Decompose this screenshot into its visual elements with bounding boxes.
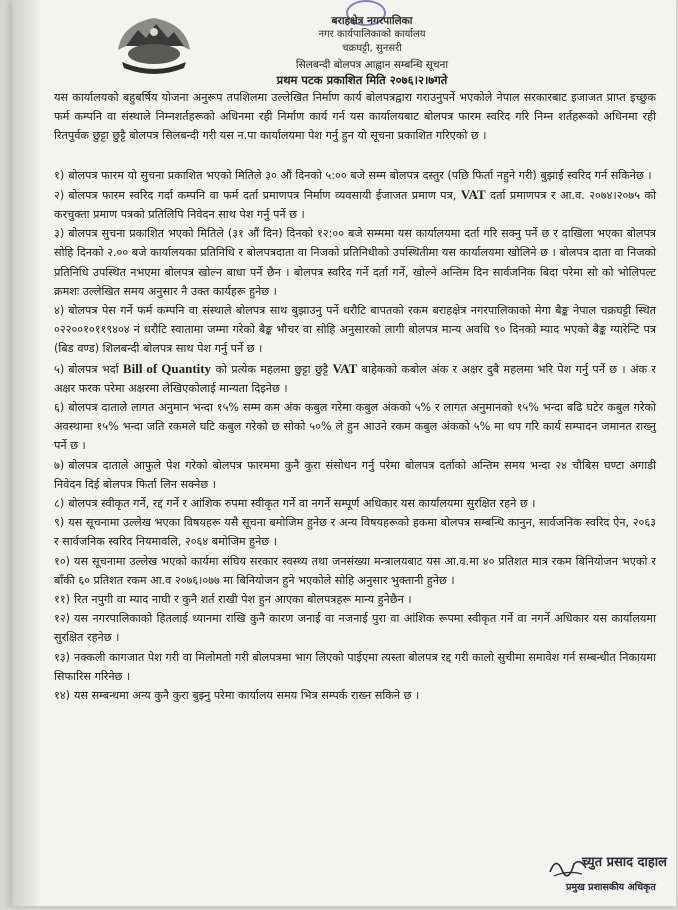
- signatory-title: प्रमुख प्रशासकीय अधिकृत: [566, 882, 656, 893]
- signatory-name: च्युत प्रसाद दाहाल: [582, 855, 667, 870]
- clause-text: बोलपत्र दाताले आफुले पेश गरेको बोलपत्र फारममा कुनै कुरा संसोधन गर्नु परेमा बोलपत्र दर्ताको अन्तिम समय भन्दा २४ चौबिस घण्टा अगाडी निवेदन दिई बोलपत्र फिर्ता लिन सक्नेछ ।: [54, 458, 656, 491]
- clause-14: [54, 686, 656, 705]
- clause-text: नक्कली कागजात पेश गरी वा मिलोमतो गरी बोलपत्रमा भाग लिएको पाईएमा त्यस्ता बोलपत्र रद्द गरी कालो सुचीमा समावेश गर्न सम्बन्धीत निकायमा सिफारिस गरिनेछ ।: [54, 650, 656, 683]
- clause-number: ४): [54, 304, 65, 318]
- notice-type: सिलबन्दी बोलपत्र आह्वान सम्बन्धि सूचना: [295, 59, 449, 71]
- clause-text: को प्रत्येक महलमा छुट्टा छुट्टै: [211, 362, 333, 376]
- clause-6: [54, 398, 656, 456]
- clause-13: [54, 648, 656, 686]
- clause-number: १): [54, 168, 65, 182]
- clause-number: २): [54, 188, 65, 202]
- office-name: बराहक्षेत्र नगरपालिका: [331, 15, 413, 27]
- boq-term: Bill of Quantity: [122, 360, 212, 376]
- clause-number: १४): [54, 689, 70, 703]
- clause-4: [54, 301, 656, 359]
- clause-number: ८): [54, 497, 65, 511]
- notice-body: [54, 88, 656, 705]
- clause-text: बोलपत्र दाताले लागत अनुमान भन्दा १५% सम्म कम अंक कबुल गरेमा कबुल अंकको ५% र लागत अनुमानको १५% भन्दा बढि घटेर कबुल गरेको अवस्थामा १५% भन्दा जति रकमले घटि कबुल गरेको छ सोको ५०% ले हुन आउने रकम कबुल अंकको ५% मा थप गरि कार्य सम्पादन जमानत राख्नु पर्ने छ ।: [54, 401, 656, 453]
- clause-number: ११): [54, 593, 70, 607]
- clause-text: यस सम्बन्धमा अन्य कुनै कुरा बुझ्नु परेमा कार्यालय समय भित्र सम्पर्क राख्न सकिने छ ।: [74, 689, 420, 703]
- vat-term: VAT: [460, 186, 486, 202]
- office-line-1: नगर कार्यपालिकाको कार्यालय: [318, 29, 426, 40]
- clause-12: [54, 609, 656, 647]
- clause-text: यस नगरपालिकाको हितलाई ध्यानमा राखि कुनै कारण जनाई वा नजनाई पुरा वा आंशिक रूपमा स्वीकृत गर्ने वा नगर्ने अधिकार यस कार्यालयमा सुरक्षित रहनेछ ।: [54, 612, 656, 645]
- clause-text: बोलपत्र भर्दा: [68, 362, 123, 376]
- clause-7: [54, 456, 656, 494]
- clause-number: ३): [54, 227, 65, 241]
- clause-text: बोलपत्र फारम स्वरिद गर्दा कम्पनि वा फर्म दर्ता प्रमाणपत्र निर्माण व्यवसायी ईजाजत प्रमाण पत्र,: [68, 188, 461, 202]
- intro-paragraph: यस कार्यालयको बहुबर्षिय योजना अनुरूप तपशिलमा उल्लेखित निर्माण कार्य बोलपत्रद्वारा गराउनुपर्ने भएकोले नेपाल सरकारबाट इजाजत प्राप्त इच्छुक फर्म कम्पनि वा संस्थाले निम्नशर्तहरूको अधिनमा रही निर्माण कार्य गर्न यस कार्यालयबाट बोलपत्र फारम स्वरिद गरि निम्न शर्तहरूको अधिनमा रही रितपुर्वक छुट्टा छुट्टै बोलपत्र सिलबन्दी गरी यस न.पा कार्यालयमा पेश गर्नु हुन यो सूचना प्रकाशित गरिएको छ ।: [54, 91, 656, 143]
- clause-5: [54, 359, 656, 398]
- office-address: चक्रघट्टी, सुनसरी: [342, 43, 402, 54]
- clause-text: यस सूचनामा उल्लेख भएका विषयहरू यसै सूचना बमोजिम हुनेछ र अन्य विषयहरूको हकमा बोलपत्र सम्बन्धि कानुन, सार्वजनिक स्वरिद ऐन, २०६३ र सार्वजनिक स्वरिद नियमावलि, २०६४ बमोजिम हुनेछ ।: [54, 516, 656, 549]
- clause-number: ७): [54, 458, 65, 472]
- clause-number: १२): [54, 612, 70, 626]
- page-shadow: [12, 0, 42, 906]
- clause-9: [54, 513, 656, 551]
- clause-text: बोलपत्र स्वीकृत गर्ने, रद्द गर्ने र आंशिक रुपमा स्वीकृत गर्ने वा नगर्ने सम्पूर्ण अधिकार यस कार्यालयमा सुरक्षित रहने छ ।: [68, 497, 536, 511]
- clause-text: रित नपुगी वा म्याद नाघी र कुनै शर्त राखी पेश हुन आएका बोलपत्रहरू मान्य हुनेछैन ।: [74, 593, 412, 607]
- clause-number: १०): [54, 554, 70, 568]
- clause-3: [54, 224, 656, 301]
- clause-number: ५): [54, 362, 65, 376]
- publish-date: प्रथम पटक प्रकाशित मिति २०७६।२।७गते: [276, 73, 448, 87]
- clause-1: [54, 166, 656, 185]
- clause-text: यस सूचनामा उल्लेख भएको कार्यमा संघिय सरकार स्वस्थ्य तथा जनसंख्या मन्त्रालयबाट यस आ.व.मा ४० प्रतिशत मात्र रकम बिनियोजन भएको र बाँकी ६० प्रतिशत रकम आ.व २०७६।०७७ मा बिनियोजन हुने भएकोले सोहि अनुसार भुक्तानी हुनेछ ।: [54, 554, 656, 587]
- clause-10: [54, 552, 656, 590]
- clause-text: दर्ता प्रमाणपत्र र आ.व. २०७४।२०७५ को करचुक्ता प्रमाण पत्रको प्रतिलिपि निवेदन साथ पेश गर्नु पर्ने छ ।: [54, 188, 656, 222]
- clause-text: बाहेकको कबोल अंक र अक्षर दुबै महलमा भरि पेश गर्नु पर्ने छ । अंक र अक्षर फरक परेमा अक्षरमा लेखिएकोलाई मान्यता दिइनेछ ।: [54, 362, 656, 395]
- clause-8: [54, 494, 656, 513]
- clause-text: बोलपत्र सुचना प्रकाशित भएको मितिले (३१ औं दिन) दिनको १२:०० बजे सम्ममा यस कार्यालयमा दर्ता गरि सक्नु पर्ने छ र दाखिला भएका बोलपत्र सोहि दिनको २.०० बजे कार्यालयका प्रतिनिधि र बोलपत्रदाता वा निजको प्रतिनिधीको उपस्थितीमा यस कार्यालयमा खोलिने छ । बोलपत्र दाता वा निजको प्रतिनिधि उपस्थित नभएमा बोलपत्र खोल्न बाधा पर्ने छैन । बोलपत्र स्वरिद गर्ने दर्ता गर्ने, खोल्ने अन्तिम दिन सार्वजनिक बिदा परेमा सो को भोलिपल्ट क्रमशः उल्लेखित समय अनुसार नै उक्त कार्यहरू हुनेछ ।: [54, 227, 656, 298]
- notice-page: [12, 0, 676, 906]
- clause-11: [54, 590, 656, 609]
- clause-number: १३): [54, 650, 70, 664]
- clause-number: ६): [54, 401, 65, 415]
- signature-block: [548, 844, 676, 904]
- clause-2: [54, 185, 656, 224]
- clause-text: बोलपत्र पेस गर्ने फर्म कम्पनि वा संस्थाले बोलपत्र साथ बुझाउनु पर्ने धरौटि बापतको रकम बराहक्षेत्र नगरपालिकाको मेगा बैङ्क नेपाल चक्रघट्टी स्थित ०२२००१०११९४०४ नं धरौटि स्वातामा जम्मा गरेको बैङ्क भौचर वा सोहि अनुसारको लागी बोलपत्र मान्य अवधि ९० दिनको म्याद भएको बैङ्क ग्यारेन्टि पत्र (बिड वण्ड) शिलबन्दी बोलपत्र साथ पेश गर्नु पर्ने छ ।: [54, 304, 656, 356]
- government-emblem-icon: [112, 10, 196, 74]
- clause-number: ९): [54, 516, 65, 530]
- vat-term: VAT: [332, 360, 358, 376]
- clause-text: बोलपत्र फारम यो सुचना प्रकाशित भएको मितिले ३० औं दिनको ५:०० बजे सम्म बोलपत्र दस्तुर (पछि फिर्ता नहुने गरी) बुझाई स्वरिद गर्न सकिनेछ ।: [68, 168, 652, 182]
